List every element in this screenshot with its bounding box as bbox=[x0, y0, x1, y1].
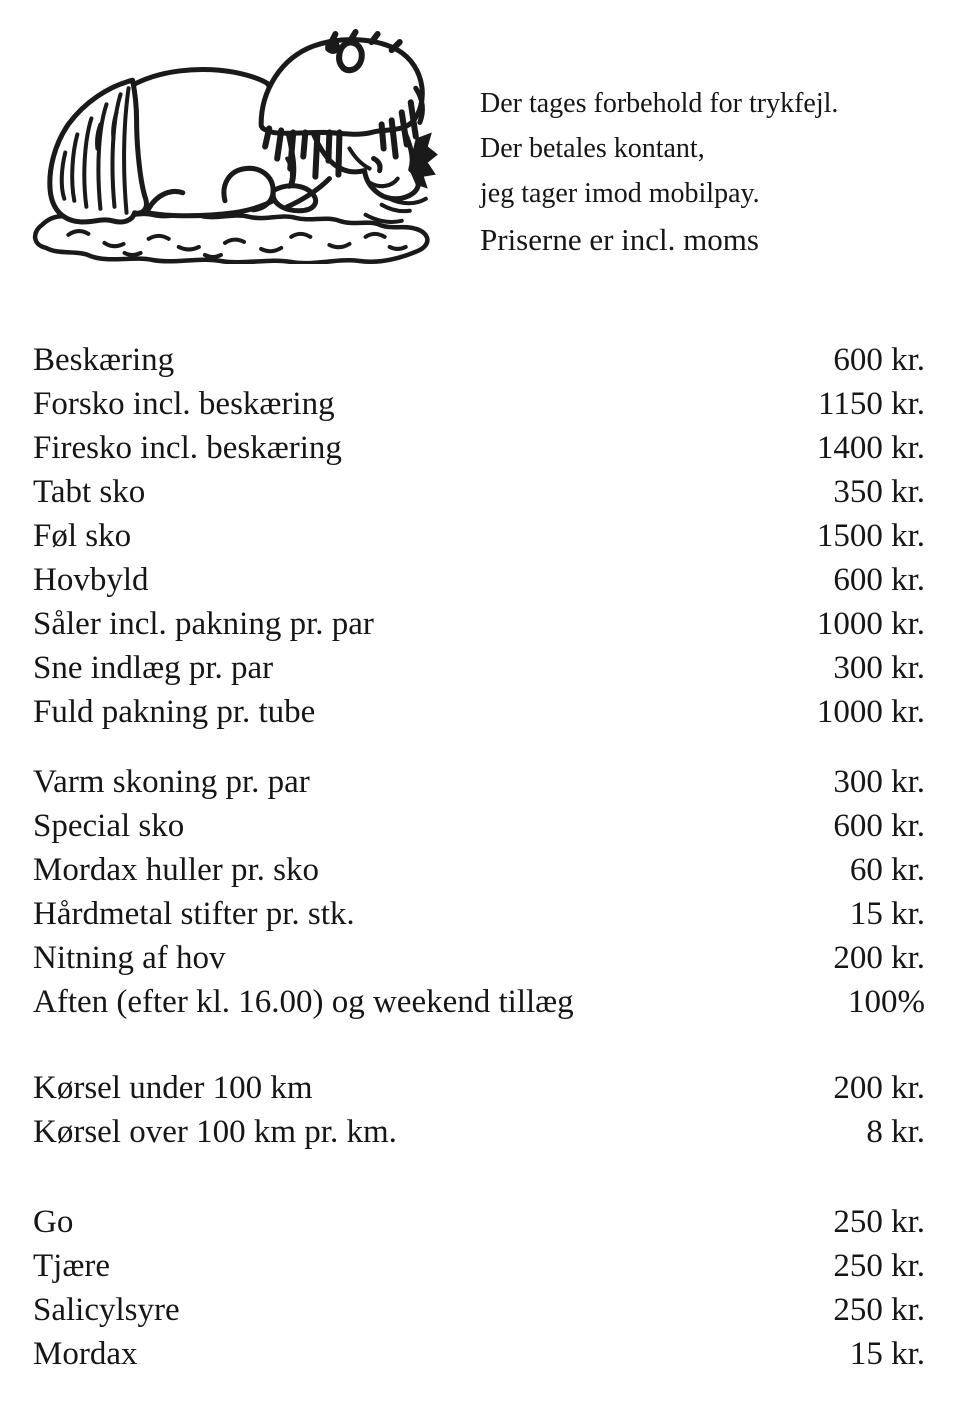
note-line-3: jeg tager imod mobilpay. bbox=[480, 178, 760, 209]
item-price: 600 kr. bbox=[833, 342, 925, 378]
item-label: Kørsel over 100 km pr. km. bbox=[33, 1114, 397, 1150]
item-price: 100% bbox=[848, 984, 925, 1020]
price-row bbox=[33, 426, 925, 470]
item-label: Nitning af hov bbox=[33, 940, 226, 976]
item-label: Salicylsyre bbox=[33, 1292, 180, 1328]
price-row bbox=[33, 936, 925, 980]
price-row bbox=[33, 646, 925, 690]
price-row bbox=[33, 1332, 925, 1376]
item-label: Mordax bbox=[33, 1336, 138, 1372]
item-price: 200 kr. bbox=[833, 940, 925, 976]
item-price: 250 kr. bbox=[833, 1248, 925, 1284]
item-label: Fuld pakning pr. tube bbox=[33, 694, 316, 730]
item-price: 60 kr. bbox=[849, 852, 925, 888]
item-label: Tjære bbox=[33, 1248, 110, 1284]
item-label: Føl sko bbox=[33, 518, 132, 554]
item-price: 1000 kr. bbox=[816, 694, 925, 730]
price-row bbox=[33, 1244, 925, 1288]
item-label: Mordax huller pr. sko bbox=[33, 852, 319, 888]
item-price: 300 kr. bbox=[833, 650, 925, 686]
price-row bbox=[33, 1110, 925, 1154]
item-price: 250 kr. bbox=[833, 1292, 925, 1328]
item-price: 1400 kr. bbox=[816, 430, 925, 466]
price-row bbox=[33, 382, 925, 426]
item-label: Såler incl. pakning pr. par bbox=[33, 606, 374, 642]
price-row bbox=[33, 1200, 925, 1244]
pony-illustration bbox=[28, 28, 440, 264]
item-price: 300 kr. bbox=[833, 764, 925, 800]
item-label: Special sko bbox=[33, 808, 185, 844]
price-row bbox=[33, 892, 925, 936]
item-label: Hovbyld bbox=[33, 562, 149, 598]
header-notes bbox=[480, 81, 838, 263]
item-label: Tabt sko bbox=[33, 474, 146, 510]
price-section bbox=[33, 1200, 925, 1376]
price-row bbox=[33, 602, 925, 646]
item-price: 350 kr. bbox=[833, 474, 925, 510]
item-label: Beskæring bbox=[33, 342, 175, 378]
note-line-1: Der tages forbehold for trykfejl. bbox=[480, 88, 839, 119]
item-price: 1500 kr. bbox=[816, 518, 925, 554]
item-price: 1150 kr. bbox=[818, 386, 925, 422]
item-price: 15 kr. bbox=[849, 896, 925, 932]
price-row bbox=[33, 804, 925, 848]
item-label: Hårdmetal stifter pr. stk. bbox=[33, 896, 355, 932]
vat-note: Priserne er incl. moms bbox=[480, 222, 759, 257]
item-label: Aften (efter kl. 16.00) og weekend tillæg bbox=[33, 984, 574, 1020]
item-price: 200 kr. bbox=[833, 1070, 925, 1106]
pony-lying-in-straw-icon bbox=[28, 28, 440, 264]
price-row bbox=[33, 558, 925, 602]
item-price: 600 kr. bbox=[833, 562, 925, 598]
item-label: Sne indlæg pr. par bbox=[33, 650, 274, 686]
item-price: 1000 kr. bbox=[816, 606, 925, 642]
price-row bbox=[33, 848, 925, 892]
price-section bbox=[33, 1066, 925, 1154]
price-row bbox=[33, 690, 925, 734]
item-price: 600 kr. bbox=[833, 808, 925, 844]
note-line-2: Der betales kontant, bbox=[480, 133, 705, 164]
price-row bbox=[33, 760, 925, 804]
item-label: Varm skoning pr. par bbox=[33, 764, 310, 800]
price-list bbox=[33, 338, 925, 1376]
price-row bbox=[33, 1066, 925, 1110]
item-price: 15 kr. bbox=[849, 1336, 925, 1372]
item-price: 250 kr. bbox=[833, 1204, 925, 1240]
price-row bbox=[33, 470, 925, 514]
item-label: Kørsel under 100 km bbox=[33, 1070, 313, 1106]
item-label: Forsko incl. beskæring bbox=[33, 386, 335, 422]
item-label: Go bbox=[33, 1204, 74, 1240]
price-row bbox=[33, 338, 925, 382]
price-row bbox=[33, 1288, 925, 1332]
price-row bbox=[33, 514, 925, 558]
item-price: 8 kr. bbox=[866, 1114, 925, 1150]
price-row bbox=[33, 980, 925, 1024]
price-section bbox=[33, 760, 925, 1024]
item-label: Firesko incl. beskæring bbox=[33, 430, 342, 466]
price-section bbox=[33, 338, 925, 734]
